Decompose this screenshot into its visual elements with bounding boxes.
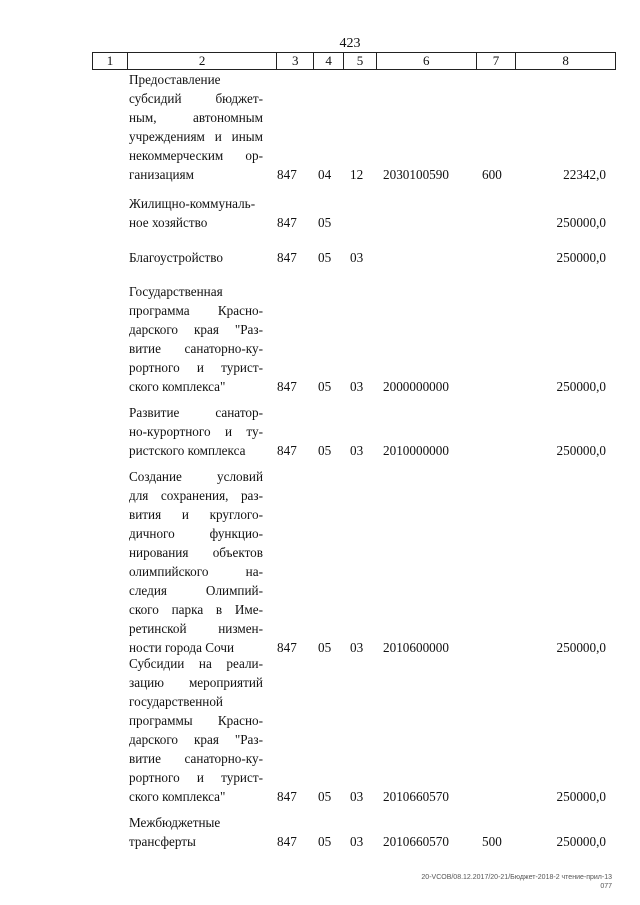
row-cell-c4: 05 xyxy=(318,250,332,265)
row-cell-c6: 2010000000 xyxy=(383,443,449,458)
row-cell-c8: 250000,0 xyxy=(556,215,606,230)
table-row xyxy=(0,813,640,851)
description-line: программы Красно- xyxy=(129,713,263,728)
row-cell-c8: 250000,0 xyxy=(556,379,606,394)
row-cell-c5: 03 xyxy=(350,250,364,265)
row-cell-c6: 2010600000 xyxy=(383,640,449,655)
row-cell-c4: 05 xyxy=(318,379,332,394)
description-line: Межбюджетные xyxy=(129,815,221,830)
row-description xyxy=(129,194,263,232)
row-cell-c4: 05 xyxy=(318,640,332,655)
row-cell-c3: 847 xyxy=(277,379,297,394)
row-description xyxy=(129,654,263,806)
row-cell-c3: 847 xyxy=(277,640,297,655)
table-row xyxy=(0,467,640,657)
row-cell-c8: 250000,0 xyxy=(556,789,606,804)
description-line: следия Олимпий- xyxy=(129,583,263,598)
description-line: Жилищно-коммуналь- xyxy=(129,196,256,211)
row-description xyxy=(129,467,263,657)
row-cell-c5: 03 xyxy=(350,789,364,804)
description-line: вития и круглого- xyxy=(129,507,263,522)
row-cell-c4: 05 xyxy=(318,789,332,804)
header-col-8: 8 xyxy=(562,53,569,68)
description-line: Предоставление xyxy=(129,72,221,87)
row-cell-c8: 250000,0 xyxy=(556,250,606,265)
header-col-3: 3 xyxy=(277,53,314,69)
row-cell-c4: 05 xyxy=(318,834,332,849)
description-line: но-курортного и ту- xyxy=(129,424,263,439)
row-cell-c6: 2010660570 xyxy=(383,789,449,804)
row-cell-c4: 05 xyxy=(318,443,332,458)
page-number: 423 xyxy=(339,36,361,51)
description-line: Благоустройство xyxy=(129,250,223,265)
row-cell-c5: 03 xyxy=(350,834,364,849)
description-line: дарского края "Раз- xyxy=(129,732,263,747)
row-description xyxy=(129,403,263,460)
row-cell-c4: 04 xyxy=(318,167,332,182)
row-cell-c8: 250000,0 xyxy=(556,443,606,458)
description-line: ского комплекса" xyxy=(129,379,226,394)
row-description xyxy=(129,70,263,184)
description-line: программа Красно- xyxy=(129,303,263,318)
row-cell-c3: 847 xyxy=(277,250,297,265)
description-line: ского парка в Име- xyxy=(129,602,263,617)
description-line: витие санаторно-ку- xyxy=(129,751,263,766)
description-line: дичного функцио- xyxy=(129,526,263,541)
table-row xyxy=(0,70,640,184)
row-cell-c4: 05 xyxy=(318,215,332,230)
row-description xyxy=(129,813,263,851)
description-line: нирования объектов xyxy=(129,545,263,560)
description-line: некоммерческим ор- xyxy=(129,148,263,163)
row-cell-c5: 03 xyxy=(350,379,364,394)
description-line: для сохранения, раз- xyxy=(129,488,263,503)
row-cell-c8: 250000,0 xyxy=(556,640,606,655)
description-line: ное хозяйство xyxy=(129,215,208,230)
footer-line-1: 20-VCOB/08.12.2017/20-21/Бюджет-2018-2 чтение-прил-13 xyxy=(421,874,612,881)
description-line: трансферты xyxy=(129,834,196,849)
description-line: субсидий бюджет- xyxy=(129,91,263,106)
header-col-5: 5 xyxy=(344,53,377,69)
row-description xyxy=(129,282,263,396)
description-line: ным, автономным xyxy=(129,110,263,125)
description-line: рортного и турист- xyxy=(129,770,263,785)
header-col-6: 6 xyxy=(377,53,477,69)
row-cell-c5: 03 xyxy=(350,443,364,458)
row-cell-c3: 847 xyxy=(277,443,297,458)
description-line: ретинской низмен- xyxy=(129,621,263,636)
description-line: олимпийского на- xyxy=(129,564,263,579)
row-cell-c3: 847 xyxy=(277,834,297,849)
description-line: ристского комплекса xyxy=(129,443,246,458)
header-col-1: 1 xyxy=(93,53,128,69)
row-cell-c6: 2010660570 xyxy=(383,834,449,849)
row-cell-c8: 22342,0 xyxy=(563,167,606,182)
table-header xyxy=(92,52,616,70)
description-line: учреждениям и иным xyxy=(129,129,263,144)
footer-code xyxy=(421,873,612,891)
description-line: Субсидии на реали- xyxy=(129,656,263,671)
row-cell-c7: 500 xyxy=(482,834,502,849)
description-line: витие санаторно-ку- xyxy=(129,341,263,356)
description-line: Создание условий xyxy=(129,469,263,484)
header-col-4: 4 xyxy=(314,53,344,69)
footer-line-2: 077 xyxy=(600,883,612,890)
description-line: дарского края "Раз- xyxy=(129,322,263,337)
description-line: рортного и турист- xyxy=(129,360,263,375)
description-line: государственной xyxy=(129,694,223,709)
row-cell-c7: 600 xyxy=(482,167,502,182)
table-row xyxy=(0,654,640,806)
row-cell-c3: 847 xyxy=(277,789,297,804)
row-description xyxy=(129,248,263,267)
row-cell-c6: 2030100590 xyxy=(383,167,449,182)
table-row xyxy=(0,282,640,396)
description-line: ганизациям xyxy=(129,167,194,182)
description-line: ности города Сочи xyxy=(129,640,235,655)
table-row xyxy=(0,403,640,460)
row-cell-c3: 847 xyxy=(277,215,297,230)
row-cell-c5: 12 xyxy=(350,167,364,182)
row-cell-c5: 03 xyxy=(350,640,364,655)
table-row xyxy=(0,194,640,232)
description-line: ского комплекса" xyxy=(129,789,226,804)
row-cell-c6: 2000000000 xyxy=(383,379,449,394)
description-line: Государственная xyxy=(129,284,223,299)
header-col-7: 7 xyxy=(477,53,517,69)
row-cell-c8: 250000,0 xyxy=(556,834,606,849)
table-row xyxy=(0,248,640,267)
description-line: зацию мероприятий xyxy=(129,675,263,690)
row-cell-c3: 847 xyxy=(277,167,297,182)
description-line: Развитие санатор- xyxy=(129,405,263,420)
header-col-2: 2 xyxy=(128,53,277,69)
